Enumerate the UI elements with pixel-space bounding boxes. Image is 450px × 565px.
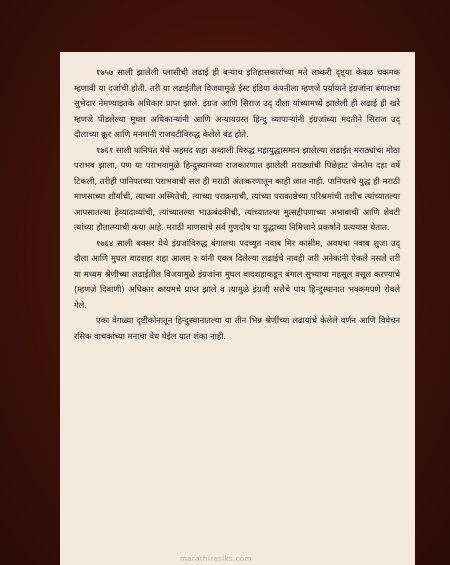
paragraph-panipat: १७६१ साली पानिपत येथे अहमद शहा अब्दाली विरुद्ध महायुद्धासमान झालेल्या लढाईत मराठ्यांचा मोठा पराभव झाला, पण या पराभवामुळे हिन्दुस्थानच्या राजकारणात झालेली मराठ्यांची पिछेहाट जेमतेम दहा वर्षे टिकली, तरीही पानिपतच्या पराभवाची सल ही मराठी अंतःकरणातून काही जात नाही. पानिपतचे युद्ध ही मराठी माणसाच्या शौर्याची, त्याच्या अस्मितेची, त्याच्या पराक्रमाची, त्यांच्या पराकाष्ठेच्या परिश्रमांची तशीच त्यांच्यातल्या आपसातल्या हेव्यादाव्यांची, त्यांच्यातल्या भाऊबंदकीची, त्यांच्यातल्या मुत्सद्दीपणाच्या अभावाची आणि शेवटी त्यांच्या हौतात्म्याची कथा आहे. मराठी माणसाचे सर्व गुणदोष या युद्धाच्या निमित्ताने प्रकर्षाने प्रत्ययास येतात. [74, 144, 400, 232]
paragraph-plassey: १७५७ साली झालेली प्लासीची लढाई ही बऱ्याच इतिहासकारांच्या मते लष्करी दृष्ट्या केवळ चकमक म्हणावी या दर्जाची होती. तरी या लढाईतील विजयामुळे ईस्ट इंडिया कंपनीला म्हणजे पर्यायाने इंग्रजांना बंगालचा सुभेदार नेमण्याइतके अधिकार प्राप्त झाले. इंग्रज आणि सिराज उद् दौला यांच्यामध्ये झालेली ही लढाई ही खरे म्हणजे पीडलेल्या मुघल अधिकाऱ्यांनी आणि अन्यायग्रस्त हिन्दु व्यापाऱ्यांनी इंग्रजांच्या मदतीने सिराज उद् दौलाच्या क्रूर आणि मनमानी राजवटीविरुद्ध केलेले बंड होते. [74, 67, 400, 139]
paragraph-buxar: १७६४ साली बक्सर येथे इंग्रजांविरुद्ध बंगालचा पदच्युत नवाब मिर कासीम, अवधचा नवाब शुजा उद् दौला आणि मुघल बादशहा शहा आलम २ यांनी एकत्र दिलेल्या लढाईचे नावही जरी अनेकांनी ऐकले नसले तरी या मध्यम श्रेणीच्या लढाईतील विजयामुळे इंग्रजांना मुघल बादशहाकडून बंगाल सुभ्याचा महसूल वसूल करण्याचे (म्हणजे दिवाणी) अधिकार कायमचे प्राप्त झाले व त्यामुळे इंग्रजी सत्तेचे पाय हिन्दुस्थानात भक्कमपणे रोवले गेले. [74, 237, 400, 310]
paragraph-conclusion: एका वेगळ्या दृष्टीकोनातून हिन्दुस्थानातल्या या तीन भिन्न श्रेणींच्या लढायांचे केलेले वर्णन आणि विवेचन रसिक वाचकांच्या मनाचा वेध घेईल यात शंका नाही. [74, 315, 400, 341]
watermark-text: marathirasiks.com [180, 555, 252, 563]
blurb-text [74, 65, 400, 344]
blurb-panel [60, 52, 415, 565]
